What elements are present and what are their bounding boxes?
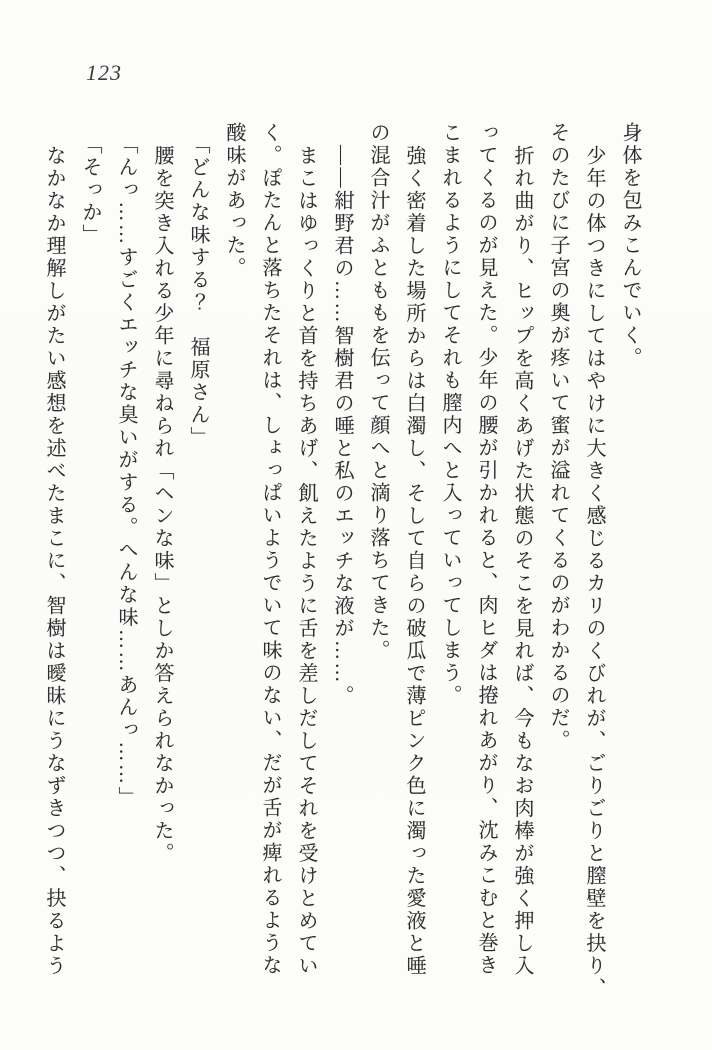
text-column-15: 「んっ……すごくエッチな臭いがする。へんな味……あんっ……」 [115, 134, 137, 809]
text-column-05: ってくるのが見えた。少年の腰が引かれると、肉ヒダは捲れあがり、沈みこむと巻き [475, 122, 497, 977]
text-column-12: 酸味があった。 [223, 122, 245, 280]
text-column-16: 「そっか」 [79, 134, 101, 247]
text-column-10: まこはゆっくりと首を持ちあげ、飢えたように舌を差しだしてそれを受けとめてい [295, 145, 317, 978]
text-column-07: 強く密着した場所からは白濁し、そして自らの破瓜で薄ピンク色に濁った愛液と唾 [403, 145, 425, 978]
text-column-11: く。ぽたんと落ちたそれは、しょっぱいようでいて味のない、だが舌が痺れるような [259, 122, 281, 977]
text-column-06: こまれるようにしてそれも膣内へと入っていってしまう。 [439, 122, 461, 707]
page-number: 123 [86, 60, 122, 85]
text-column-14: 腰を突き入れる少年に尋ねられ「ヘンな味」としか答えられなかった。 [151, 145, 173, 865]
text-column-08: の混合汁がふとももを伝って顔へと滴り落ちてきた。 [367, 122, 389, 662]
text-column-13: 「どんな味する？ 福原さん」 [187, 134, 209, 449]
text-column-01: 身体を包みこんでいく。 [619, 122, 641, 370]
text-block [36, 122, 648, 1017]
text-column-03: そのたびに子宮の奥が疼いて蜜が溢れてくるのがわかるのだ。 [547, 122, 569, 752]
text-column-02: 少年の体つきにしてはやけに大きく感じるカリのくびれが、ごりごりと膣壁を抉り、 [583, 145, 605, 1000]
text-column-17: なかなか理解しがたい感想を述べたまこに、智樹は曖昧にうなずきつつ、抉るよう [43, 145, 65, 978]
text-column-04: 折れ曲がり、ヒップを高くあげた状態のそこを見れば、今もなお肉棒が強く押し入 [511, 145, 533, 978]
text-column-09: ――紺野君の……智樹君の唾と私のエッチな液が……。 [331, 145, 353, 708]
